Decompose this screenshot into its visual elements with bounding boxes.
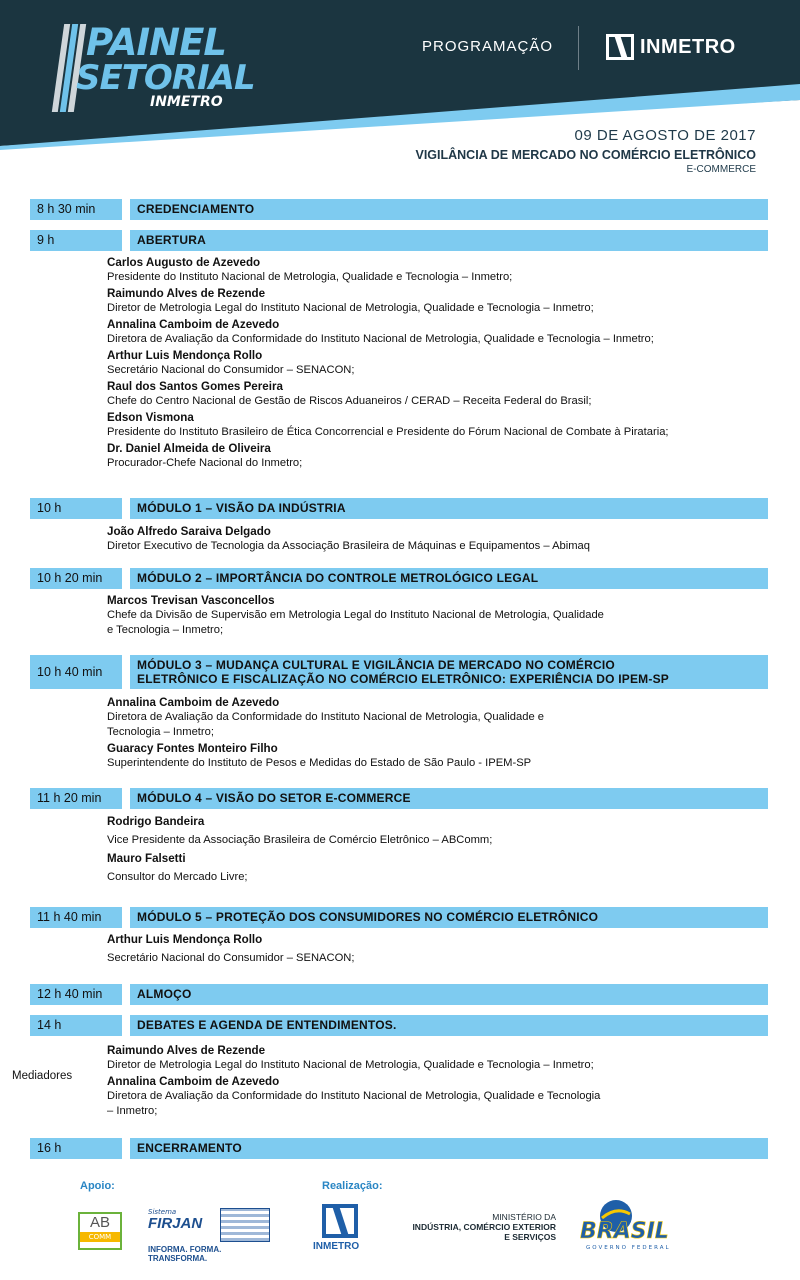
schedule-time: 14 h: [30, 1015, 122, 1036]
schedule-title: ABERTURA: [130, 230, 768, 251]
speaker-role: Diretora de Avaliação da Conformidade do Instituto Nacional de Metrologia, Qualidade e: [107, 711, 544, 723]
speaker-name: Carlos Augusto de Azevedo: [107, 256, 261, 269]
speaker: [107, 287, 747, 316]
speaker-name: Raul dos Santos Gomes Pereira: [107, 380, 283, 393]
speaker: [107, 318, 747, 347]
brasil-wordmark: BRASIL: [580, 1219, 669, 1244]
speaker-role: Secretário Nacional do Consumidor – SENACON;: [107, 952, 355, 964]
mediators-label: Mediadores: [12, 1070, 73, 1082]
schedule-time: 10 h 40 min: [30, 655, 122, 689]
speaker-name: Arthur Luis Mendonça Rollo: [107, 349, 263, 362]
speaker: [107, 742, 747, 771]
speaker-role: Chefe da Divisão de Supervisão em Metrologia Legal do Instituto Nacional de Metrologia, Qualidade: [107, 609, 604, 621]
speaker-name: Annalina Camboim de Azevedo: [107, 696, 280, 709]
speaker-name: Raimundo Alves de Rezende: [107, 287, 266, 300]
inmetro-footer-logo-icon: [322, 1204, 358, 1238]
schedule-title: MÓDULO 5 – PROTEÇÃO DOS CONSUMIDORES NO COMÉRCIO ELETRÔNICO: [130, 907, 768, 928]
speaker-role: Diretor de Metrologia Legal do Instituto Nacional de Metrologia, Qualidade e Tecnologia – Inmetro;: [107, 302, 594, 314]
speaker: [107, 594, 747, 638]
speaker-role: Consultor do Mercado Livre;: [107, 871, 248, 883]
schedule-time: 8 h 30 min: [30, 199, 122, 220]
schedule-title: MÓDULO 1 – VISÃO DA INDÚSTRIA: [130, 498, 768, 519]
abcomm-logo-top: AB: [80, 1214, 120, 1232]
speaker: [107, 1075, 747, 1119]
speaker-role: Diretor Executivo de Tecnologia da Associação Brasileira de Máquinas e Equipamentos – Abimaq: [107, 540, 590, 552]
speaker: [107, 442, 747, 471]
schedule-time: 10 h: [30, 498, 122, 519]
firjan-logo: [148, 1208, 222, 1263]
event-info: [415, 127, 756, 175]
speaker: [107, 525, 747, 554]
realization-label: Realização:: [322, 1180, 383, 1192]
schedule-title: DEBATES E AGENDA DE ENTENDIMENTOS.: [130, 1015, 768, 1036]
ministry-line: MINISTÉRIO DA: [492, 1212, 556, 1222]
brasil-subtitle: GOVERNO FEDERAL: [586, 1245, 671, 1251]
ministry-line: E SERVIÇOS: [504, 1232, 556, 1242]
speaker-role: Superintendente do Instituto de Pesos e Medidas do Estado de São Paulo - IPEM-SP: [107, 757, 532, 769]
inmetro-footer-label: INMETRO: [313, 1241, 360, 1252]
speaker: [107, 933, 747, 966]
ministry-label: [384, 1212, 556, 1242]
schedule-title: MÓDULO 4 – VISÃO DO SETOR E-COMMERCE: [130, 788, 768, 809]
speaker-name: Arthur Luis Mendonça Rollo: [107, 933, 263, 946]
support-label: Apoio:: [80, 1180, 115, 1192]
schedule-title-line: ELETRÔNICO E FISCALIZAÇÃO NO COMÉRCIO ELETRÔNICO: EXPERIÊNCIA DO IPEM-SP: [137, 672, 669, 686]
speaker-name: Raimundo Alves de Rezende: [107, 1044, 266, 1057]
speaker-name: Mauro Falsetti: [107, 852, 186, 865]
speaker-role-continued: e Tecnologia – Inmetro;: [107, 624, 224, 636]
event-title: VIGILÂNCIA DE MERCADO NO COMÉRCIO ELETRÔNICO: [415, 148, 756, 162]
speaker-list: [107, 696, 747, 773]
speaker-role: Vice Presidente da Associação Brasileira de Comércio Eletrônico – ABComm;: [107, 834, 493, 846]
logo-word-setorial: SETORIAL: [76, 58, 255, 98]
speaker: [107, 380, 747, 409]
schedule-time: 11 h 40 min: [30, 907, 122, 928]
speaker-name: Rodrigo Bandeira: [107, 815, 205, 828]
speaker-role-continued: – Inmetro;: [107, 1105, 158, 1117]
speaker: [107, 696, 747, 740]
speaker-name: João Alfredo Saraiva Delgado: [107, 525, 271, 538]
speaker-role: Presidente do Instituto Brasileiro de Ética Concorrencial e Presidente do Fórum Nacional de Combate à Pirataria;: [107, 426, 669, 438]
schedule-title: ENCERRAMENTO: [130, 1138, 768, 1159]
speaker-list: [107, 525, 747, 556]
speaker: [107, 411, 747, 440]
speaker: [107, 1044, 747, 1073]
speaker-name: Annalina Camboim de Azevedo: [107, 318, 280, 331]
speaker-list: [107, 256, 747, 473]
ministry-line: INDÚSTRIA, COMÉRCIO EXTERIOR: [412, 1222, 556, 1232]
speaker-name: Guaracy Fontes Monteiro Filho: [107, 742, 278, 755]
brasil-government-logo: [572, 1196, 692, 1252]
speaker-name: Marcos Trevisan Vasconcellos: [107, 594, 275, 607]
schedule-title: CREDENCIAMENTO: [130, 199, 768, 220]
abcomm-logo: [78, 1212, 122, 1250]
schedule-time: 11 h 20 min: [30, 788, 122, 809]
speaker-list: [107, 815, 747, 887]
logo-word-painel: PAINEL: [86, 21, 226, 64]
speaker-role: Chefe do Centro Nacional de Gestão de Riscos Aduaneiros / CERAD – Receita Federal do Brasil;: [107, 395, 592, 407]
schedule-title: MÓDULO 2 – IMPORTÂNCIA DO CONTROLE METROLÓGICO LEGAL: [130, 568, 768, 589]
speaker-name: Annalina Camboim de Azevedo: [107, 1075, 280, 1088]
header-divider: [578, 26, 579, 70]
speaker-role: Procurador-Chefe Nacional do Inmetro;: [107, 457, 303, 469]
schedule-time: 9 h: [30, 230, 122, 251]
painel-setorial-logo: [52, 21, 255, 117]
speaker-role: Diretor de Metrologia Legal do Instituto Nacional de Metrologia, Qualidade e Tecnologia – Inmetro;: [107, 1059, 594, 1071]
schedule-time: 12 h 40 min: [30, 984, 122, 1005]
schedule-title-line: MÓDULO 3 – MUDANÇA CULTURAL E VIGILÂNCIA DE MERCADO NO COMÉRCIO: [137, 658, 615, 672]
event-subtitle: E-COMMERCE: [686, 164, 756, 175]
inmetro-brand: [606, 34, 736, 60]
speaker-list: [107, 933, 747, 968]
abcomm-logo-bottom: COMM: [80, 1232, 120, 1242]
speaker-role-continued: Tecnologia – Inmetro;: [107, 726, 214, 738]
speaker-role: Diretora de Avaliação da Conformidade do Instituto Nacional de Metrologia, Qualidade e Tecnologia – Inmetro;: [107, 333, 654, 345]
speaker: [107, 256, 747, 285]
speaker-name: Dr. Daniel Almeida de Oliveira: [107, 442, 271, 455]
speaker: [107, 815, 747, 848]
firjan-name: FIRJAN: [148, 1215, 203, 1232]
firjan-tagline: INFORMA. FORMA. TRANSFORMA.: [148, 1245, 222, 1263]
programacao-label: PROGRAMAÇÃO: [422, 38, 554, 55]
schedule-time: 16 h: [30, 1138, 122, 1159]
speaker-list: [107, 1044, 747, 1121]
inmetro-logo-icon: [606, 34, 634, 60]
schedule-time: 10 h 20 min: [30, 568, 122, 589]
event-date: 09 DE AGOSTO DE 2017: [574, 127, 756, 144]
speaker-name: Edson Vismona: [107, 411, 194, 424]
firjan-small-text: Sistema: [148, 1208, 177, 1216]
speaker-role: Diretora de Avaliação da Conformidade do Instituto Nacional de Metrologia, Qualidade e Tecnologia: [107, 1090, 601, 1102]
speaker-role: Presidente do Instituto Nacional de Metrologia, Qualidade e Tecnologia – Inmetro;: [107, 271, 513, 283]
firjan-emblem-icon: [220, 1208, 270, 1242]
speaker: [107, 349, 747, 378]
logo-word-inmetro: INMETRO: [150, 94, 223, 110]
speaker-list: [107, 594, 747, 640]
schedule-title: ALMOÇO: [130, 984, 768, 1005]
inmetro-brand-text: INMETRO: [640, 35, 736, 58]
speaker: [107, 852, 747, 885]
speaker-role: Secretário Nacional do Consumidor – SENACON;: [107, 364, 355, 376]
schedule-title: [130, 655, 768, 689]
